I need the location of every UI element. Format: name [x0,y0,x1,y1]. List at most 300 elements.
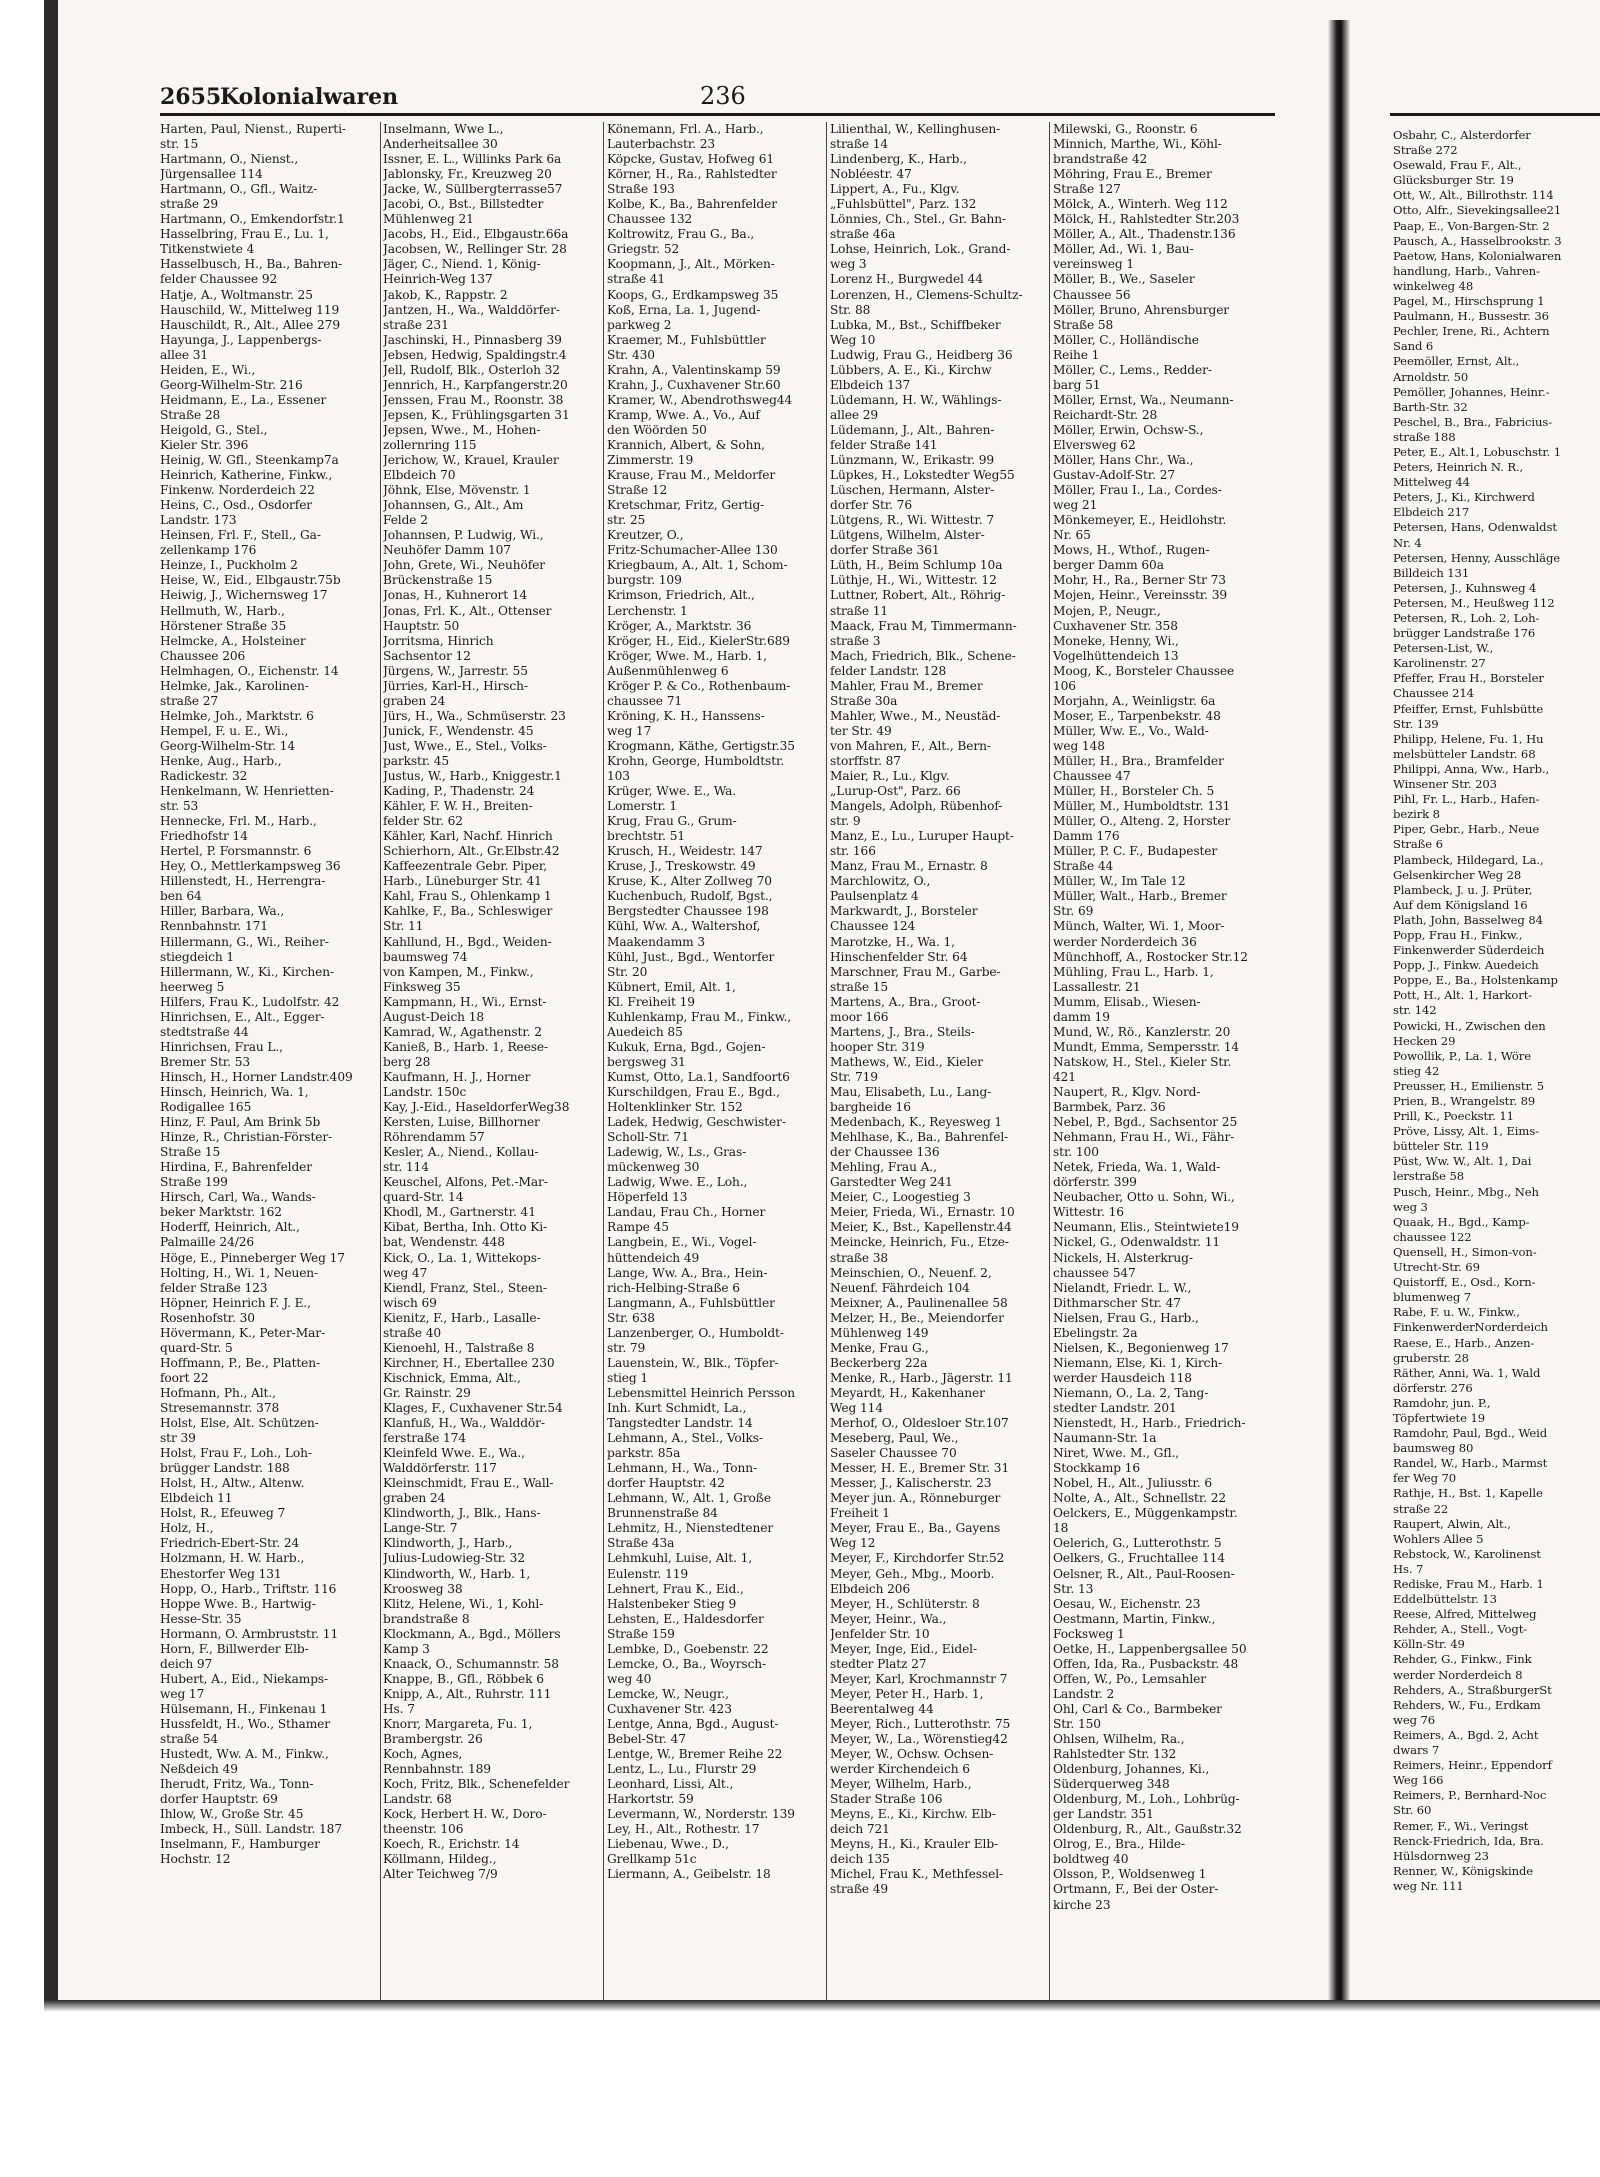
directory-line: Hasselbusch, H., Ba., Bahren- [160,257,343,272]
directory-line: handlung, Harb., Vahren- [1393,263,1540,278]
directory-line: Vogelhüttendeich 13 [1053,648,1179,663]
directory-line: Hennecke, Frl. M., Harb., [160,814,317,829]
directory-line: Jürgens, W., Jarrestr. 55 [383,663,528,678]
directory-line: Remer, F., Wi., Veringst [1393,1818,1529,1833]
directory-line: Arnoldstr. 50 [1393,369,1469,384]
directory-line: Ott, W., Alt., Billrothstr. 114 [1393,188,1554,203]
directory-line: Quistorff, E., Osd., Korn- [1393,1275,1536,1290]
directory-line: Elbdeich 137 [830,377,911,392]
center-page-number: 236 [700,82,746,110]
directory-line: Höpner, Heinrich F. J. E., [160,1295,311,1310]
directory-line: Gr. Rainstr. 29 [383,1385,471,1400]
directory-line: Knorr, Margareta, Fu. 1, [383,1716,533,1731]
directory-line: Rehders, A., StraßburgerSt [1393,1682,1552,1697]
directory-line: Holst, Frau F., Loh., Loh- [160,1446,312,1461]
directory-line: Heigold, G., Stel., [160,422,268,437]
directory-line: Anderheitsallee 30 [383,137,498,152]
directory-line: Krohn, George, Humboldtstr. [607,753,785,768]
directory-line: Jebsen, Hedwig, Spaldingstr.4 [383,347,567,362]
directory-line: Just, Wwe., E., Stel., Volks- [383,738,547,753]
directory-line: Popp, Frau H., Finkw., [1393,927,1523,942]
directory-line: allee 31 [160,347,209,362]
directory-line: Hillermann, W., Ki., Kirchen- [160,964,335,979]
directory-line: Landstr. 2 [1053,1686,1115,1701]
directory-line: Peters, J., Ki., Kirchwerd [1393,490,1535,505]
directory-line: Finkenw. Norderdeich 22 [160,483,315,498]
directory-line: Müller, H., Bra., Bramfelder [1053,753,1224,768]
directory-line: Rehder, G., Finkw., Fink [1393,1652,1532,1667]
directory-line: Str. 13 [1053,1581,1094,1596]
directory-line: Rediske, Frau M., Harb. 1 [1393,1577,1544,1591]
directory-line: Koech, R., Erichstr. 14 [383,1837,520,1852]
directory-line: str. 100 [1053,1145,1099,1160]
directory-line: Meincke, Heinrich, Fu., Etze- [830,1235,1009,1250]
directory-line: Reimers, A., Bgd. 2, Acht [1393,1727,1539,1742]
directory-line: Hubert, A., Eid., Niekamps- [160,1671,329,1686]
directory-line: ger Landstr. 351 [1053,1807,1154,1822]
directory-line: Weg 12 [830,1536,876,1551]
directory-line: felder Straße 123 [160,1280,268,1295]
directory-line: Lehnert, Frau K., Eid., [607,1581,744,1596]
directory-line: deich 135 [830,1852,890,1867]
directory-line: Poppe, E., Ba., Holstenkamp [1393,973,1558,988]
directory-line: weg 17 [160,1686,205,1701]
directory-line: Niret, Wwe. M., Gfl., [1053,1446,1180,1461]
directory-line: Kl. Freiheit 19 [607,994,695,1009]
directory-line: Niemann, Else, Ki. 1, Kirch- [1053,1355,1223,1370]
directory-line: Beckerberg 22a [830,1355,928,1370]
directory-line: Lüthje, H., Wi., Wittestr. 12 [830,573,997,588]
directory-line: Meyer, Wilhelm, Harb., [830,1777,972,1792]
directory-line: Markwardt, J., Borsteler [830,904,978,919]
directory-line: Mach, Friedrich, Blk., Schene- [830,648,1016,663]
page-number: 2655 [160,84,222,110]
directory-line: Hirdina, F., Bahrenfelder [160,1160,313,1175]
directory-line: straße 11 [830,603,889,618]
directory-line: dorfer Hauptstr. 69 [160,1792,278,1807]
directory-line: Kieler Str. 396 [160,437,249,452]
directory-line: Kienitz, F., Harb., Lasalle- [383,1310,541,1325]
directory-line: deich 97 [160,1656,213,1671]
directory-line: Rebstock, W., Karolinenst [1393,1546,1541,1561]
directory-line: Straße 193 [607,182,675,197]
directory-line: Minnich, Marthe, Wi., Köhl- [1053,137,1222,152]
directory-line: Heiwig, J., Wichernsweg 17 [160,588,328,603]
directory-line: felder Landstr. 128 [830,663,947,678]
directory-line: der Chaussee 136 [830,1145,940,1160]
directory-line: Palmaille 24/26 [160,1235,255,1250]
directory-line: felder Straße 141 [830,437,938,452]
directory-line: Dithmarscher Str. 47 [1053,1295,1181,1310]
directory-line: Kahllund, H., Bgd., Weiden- [383,934,552,949]
directory-line: gruberstr. 28 [1393,1350,1469,1365]
directory-line: dwars 7 [1393,1743,1440,1758]
directory-line: Koch, Fritz, Blk., Schenefelder [383,1777,570,1792]
directory-line: Peter, E., Alt.1, Lobuschstr. 1 [1393,444,1561,459]
directory-line: Straße 15 [160,1145,221,1160]
directory-line: Jonas, H., Kuhnerort 14 [383,588,528,603]
directory-line: Klockmann, A., Bgd., Möllers [383,1626,561,1641]
directory-line: bat, Wendenstr. 448 [383,1235,505,1250]
directory-line: Str. 150 [1053,1716,1101,1731]
directory-line: Hellmuth, W., Harb., [160,603,285,618]
directory-line: Lütgens, R., Wi. Wittestr. 7 [830,513,995,528]
directory-line: Petersen, R., Loh. 2, Loh- [1393,611,1540,625]
directory-line: Ladewig, W., Ls., Gras- [607,1145,747,1160]
directory-line: Hinze, R., Christian-Förster- [160,1130,333,1145]
directory-line: Holst, R., Efeuweg 7 [160,1506,286,1521]
directory-line: Helmhagen, O., Eichenstr. 14 [160,663,339,678]
directory-line: Reese, Alfred, Mittelweg [1393,1607,1537,1622]
directory-line: Kleinschmidt, Frau E., Wall- [383,1476,554,1491]
directory-line: Oldenburg, R., Alt., Gaußstr.32 [1053,1822,1242,1837]
directory-line: Inselmann, Wwe L., [383,122,504,136]
directory-line: Lippert, A., Fu., Klgv. [830,182,960,197]
directory-line: Lübbers, A. E., Ki., Kirchw [830,362,992,377]
directory-line: Kirchner, H., Ebertallee 230 [383,1355,555,1370]
directory-line: Hülsemann, H., Finkenau 1 [160,1701,328,1716]
directory-line: Kading, P., Thadenstr. 24 [383,784,535,799]
directory-line: Moneke, Henny, Wi., [1053,633,1179,648]
directory-line: Mangels, Adolph, Rübenhof- [830,799,1003,814]
directory-line: Str. 139 [1393,716,1439,731]
directory-line: Holst, H., Altw., Altenw. [160,1476,305,1491]
directory-line: Jepsen, K., Frühlingsgarten 31 [383,407,570,422]
directory-line: Finkenwerder Süderdeich [1393,943,1545,958]
directory-line: Hustedt, Ww. A. M., Finkw., [160,1747,329,1762]
directory-line: Meinschien, O., Neuenf. 2, [830,1265,992,1280]
directory-line: Quensell, H., Simon-von- [1393,1244,1537,1259]
directory-line: Pott, H., Alt. 1, Harkort- [1393,988,1533,1003]
directory-line: Horn, F., Billwerder Elb- [160,1641,309,1656]
directory-line: Griegstr. 52 [607,242,680,257]
directory-line: Oestmann, Martin, Finkw., [1053,1611,1216,1626]
directory-line: Oelckers, E., Müggenkampstr. [1053,1506,1238,1521]
directory-line: Mühlenweg 149 [830,1325,929,1340]
directory-line: Kröger, Wwe. M., Harb. 1, [607,648,767,663]
directory-line: Lohse, Heinrich, Lok., Grand- [830,242,1011,257]
directory-line: Jenssen, Frau M., Roonstr. 38 [383,392,564,407]
directory-line: hüttendeich 49 [607,1250,700,1265]
directory-line: graben 24 [383,693,446,708]
directory-line: Jantzen, H., Wa., Walddörfer- [383,302,560,317]
directory-line: Kaffeezentrale Gebr. Piper, [383,859,548,874]
directory-line: felder Chaussee 92 [160,272,278,287]
directory-line: Räther, Anni, Wa. 1, Wald [1393,1365,1541,1380]
directory-line: Raupert, Alwin, Alt., [1393,1516,1511,1531]
directory-line: Str. 69 [1053,904,1094,919]
directory-line: Pfeiffer, Ernst, Fuhlsbütte [1393,701,1544,716]
directory-line: zellenkamp 176 [160,543,257,558]
directory-line: Koß, Erna, La. 1, Jugend- [607,302,761,317]
directory-line: Kröger, A., Marktstr. 36 [607,618,752,633]
directory-line: Friedrich-Ebert-Str. 24 [160,1536,300,1551]
directory-line: Meier, C., Loogestieg 3 [830,1190,971,1205]
directory-line: Hochstr. 12 [160,1852,231,1867]
directory-line: Lindenberg, K., Harb., [830,152,967,167]
directory-line: Nebel, P., Bgd., Sachsentor 25 [1053,1115,1238,1130]
directory-line: Barmbek, Parz. 36 [1053,1100,1166,1115]
directory-line: Nr. 65 [1053,528,1091,543]
directory-line: Hatje, A., Woltmanstr. 25 [160,287,313,302]
directory-line: Mehlhase, K., Ba., Bahrenfel- [830,1130,1009,1145]
directory-column-1 [160,122,378,1867]
directory-line: Jürries, Karl-H., Hirsch- [383,678,528,693]
directory-line: bargheide 16 [830,1100,911,1115]
directory-line: Ihlow, W., Große Str. 45 [160,1807,304,1822]
directory-line: Hauschildt, R., Alt., Allee 279 [160,317,340,332]
directory-line: Nr. 4 [1393,535,1422,550]
directory-line: Meyer, Inge, Eid., Eidel- [830,1641,977,1656]
directory-line: Jacke, W., Süllbergterrasse57 [383,182,563,197]
directory-line: Jennrich, H., Karpfangerstr.20 [383,377,568,392]
directory-line: Kukuk, Erna, Bgd., Gojen- [607,1039,766,1054]
directory-line: Möller, Frau I., La., Cordes- [1053,483,1222,498]
directory-line: weg 3 [1393,1199,1428,1214]
directory-line: straße 15 [830,979,889,994]
directory-line: Prill, K., Poeckstr. 11 [1393,1109,1514,1124]
directory-line: mückenweg 30 [607,1160,700,1175]
directory-line: Heinsen, Frl. F., Stell., Ga- [160,528,321,543]
directory-line: Ehestorfer Weg 131 [160,1566,282,1581]
directory-line: Sand 6 [1393,339,1434,354]
directory-line: Hillenstedt, H., Herrengra- [160,874,326,889]
directory-line: Nielsen, K., Begonienweg 17 [1053,1340,1229,1355]
directory-line: parkstr. 45 [383,753,450,768]
directory-line: Straße 28 [160,407,221,422]
directory-line: Lassallestr. 21 [1053,979,1141,994]
directory-line: Hey, O., Mettlerkampsweg 36 [160,859,341,874]
directory-line: Julius-Ludowieg-Str. 32 [383,1551,525,1566]
directory-line: Oelsner, R., Alt., Paul-Roosen- [1053,1566,1235,1581]
directory-line: berger Damm 60a [1053,558,1164,573]
directory-line: Powollik, P., La. 1, Wöre [1393,1048,1531,1063]
directory-line: Lüth, H., Beim Schlump 10a [830,558,1003,573]
directory-line: Paap, E., Von-Bargen-Str. 2 [1393,218,1550,233]
directory-line: Müller, O., Alteng. 2, Horster [1053,814,1231,829]
directory-line: straße 27 [160,693,219,708]
directory-line: Straße 30a [830,693,898,708]
directory-line: straße 231 [383,317,449,332]
directory-line: Meyer, Rich., Lutterothstr. 75 [830,1716,1011,1731]
directory-line: Nickels, H. Alsterkrug- [1053,1250,1193,1265]
directory-line: Landstr. 150c [383,1085,467,1099]
directory-line: Maack, Frau M, Timmermann- [830,618,1017,633]
directory-line: Jakob, K., Rappstr. 2 [383,287,508,302]
directory-line: Außenmühlenweg 6 [607,663,729,678]
directory-line: Petersen, J., Kuhnsweg 4 [1393,580,1537,595]
directory-line: Kersten, Luise, Billhorner [383,1115,540,1130]
directory-line: Lomerstr. 1 [607,799,678,814]
directory-line: Holst, Else, Alt. Schützen- [160,1416,319,1431]
directory-line: Medenbach, K., Reyesweg 1 [830,1115,1003,1130]
directory-line: dorfer Straße 361 [830,543,940,558]
directory-line: Ludwig, Frau G., Heidberg 36 [830,347,1013,362]
directory-line: Finksweg 35 [383,979,461,994]
directory-line: Hartmann, O., Nienst., [160,152,299,167]
directory-line: Jenfelder Str. 10 [830,1626,930,1641]
directory-line: Elbdeich 217 [1393,505,1470,520]
directory-line: Hirsch, Carl, Wa., Wands- [160,1190,316,1205]
column-divider [380,122,381,2002]
directory-line: Klages, F., Cuxhavener Str.54 [383,1400,563,1415]
directory-line: Lilienthal, W., Kellinghusen- [830,122,1001,136]
directory-line: Neßdeich 49 [160,1762,238,1777]
directory-line: bütteler Str. 119 [1393,1139,1489,1154]
directory-line: Netek, Frieda, Wa. 1, Wald- [1053,1160,1221,1175]
directory-line: Kretschmar, Fritz, Gertig- [607,498,765,513]
directory-line: Hempel, F. u. E., Wi., [160,723,289,738]
directory-line: Mows, H., Wthof., Rugen- [1053,543,1210,558]
directory-line: Heinze, I., Puckholm 2 [160,558,298,573]
directory-line: Petersen, Hans, Odenwaldst [1393,520,1557,535]
directory-line: Rodigallee 165 [160,1100,252,1115]
directory-line: Bremer Str. 53 [160,1054,251,1069]
directory-line: Neubacher, Otto u. Sohn, Wi., [1053,1190,1235,1205]
directory-line: Paulmann, H., Bussestr. 36 [1393,309,1549,324]
directory-line: Eulenstr. 119 [607,1566,689,1581]
directory-line: Hecken 29 [1393,1033,1456,1048]
directory-line: felder Str. 62 [383,814,463,829]
directory-line: Töpfertwiete 19 [1393,1410,1485,1425]
directory-line: Str. 638 [607,1310,655,1325]
directory-line: vereinsweg 1 [1053,257,1135,272]
directory-line: Reihe 1 [1053,347,1100,362]
directory-line: str. 79 [607,1340,646,1355]
directory-line: Oelerich, G., Lutterothstr. 5 [1053,1536,1222,1551]
directory-line: Kaufmann, H. J., Horner [383,1069,531,1084]
section-title: Kolonialwaren [220,84,399,110]
directory-line: FinkenwerderNorderdeich [1393,1320,1548,1335]
directory-line: Heise, W., Eid., Elbgaustr.75b [160,573,341,588]
column-divider [603,122,604,2002]
directory-line: Könemann, Frl. A., Harb., [607,122,764,136]
directory-line: Neumann, Elis., Steintwiete19 [1053,1220,1239,1235]
directory-line: Lehmann, W., Alt. 1, Große [607,1491,771,1506]
directory-line: ben 64 [160,889,202,904]
directory-line: foort 22 [160,1370,209,1385]
directory-line: Krogmann, Käthe, Gertigstr.35 [607,738,795,753]
directory-line: Chaussee 47 [1053,769,1131,784]
directory-line: Lehmann, A., Stel., Volks- [607,1431,763,1446]
directory-line: Lange-Str. 7 [383,1521,458,1536]
directory-line: Str. 11 [383,919,424,934]
directory-line: Mumm, Elisab., Wiesen- [1053,994,1201,1009]
directory-line: brügger Landstr. 188 [160,1461,290,1476]
directory-line: Klindworth, J., Blk., Hans- [383,1506,541,1521]
directory-line: Peemöller, Ernst, Alt., [1393,354,1520,369]
directory-line: Kurschildgen, Frau E., Bgd., [607,1085,780,1099]
directory-line: Str. 60 [1393,1803,1432,1818]
directory-line: Körner, H., Ra., Rahlstedter [607,167,777,182]
directory-line: weg Nr. 111 [1393,1878,1464,1893]
directory-line: Menke, Frau G., [830,1340,929,1355]
directory-line: Glücksburger Str. 19 [1393,173,1514,188]
directory-line: Landstr. 173 [160,513,237,528]
directory-line: Knappe, B., Gfl., Röbbek 6 [383,1671,544,1686]
directory-line: Messer, H. E., Bremer Str. 31 [830,1461,1010,1476]
directory-line: Meyer, W., La., Wörenstieg42 [830,1732,1008,1747]
directory-line: Möller, C., Lems., Redder- [1053,362,1212,377]
directory-line: Henke, Aug., Harb., [160,753,282,768]
directory-line: Rehders, W., Fu., Erdkam [1393,1697,1541,1712]
directory-line: Mehling, Frau A., [830,1160,937,1175]
directory-line: Helmke, Joh., Marktstr. 6 [160,708,314,723]
directory-line: „Lurup-Ost", Parz. 66 [830,784,961,799]
directory-line: dorfer Str. 76 [830,498,912,513]
directory-line: Kischnick, Emma, Alt., [383,1370,521,1385]
directory-line: Straße 44 [1053,859,1114,874]
directory-line: Plambeck, Hildegard, La., [1393,852,1544,867]
directory-line: Kiendl, Franz, Stel., Steen- [383,1280,547,1295]
directory-line: Wohlers Allee 5 [1393,1531,1484,1546]
directory-line: Lütgens, Wilhelm, Alster- [830,528,985,543]
directory-line: Mölck, A., Winterh. Weg 112 [1053,197,1228,212]
directory-line: Schierhorn, Alt., Gr.Elbstr.42 [383,844,560,859]
directory-line: Hs. 7 [1393,1561,1424,1576]
directory-line: Krahn, A., Valentinskamp 59 [607,362,781,377]
directory-line: Felde 2 [383,513,428,528]
directory-line: Mund, W., Rö., Kanzlerstr. 20 [1053,1024,1231,1039]
directory-line: Krusch, H., Weidestr. 147 [607,844,763,859]
directory-line: Kriegbaum, A., Alt. 1, Schom- [607,558,788,573]
directory-line: Elbdeich 70 [383,468,456,483]
directory-line: Hülsdornweg 23 [1393,1848,1489,1863]
directory-line: Nienstedt, H., Harb., Friedrich- [1053,1416,1246,1431]
directory-line: str. 114 [383,1160,429,1175]
directory-line: Kibat, Bertha, Inh. Otto Ki- [383,1220,548,1235]
directory-line: Müller, M., Humboldtstr. 131 [1053,799,1231,814]
directory-line: Hormann, O. Armbruststr. 11 [160,1626,339,1641]
directory-line: Mahler, Frau M., Bremer [830,678,983,693]
directory-line: Offen, Ida, Ra., Pusbackstr. 48 [1053,1656,1239,1671]
directory-line: Möller, B., We., Saseler [1053,272,1195,287]
directory-line: weg 47 [383,1265,428,1280]
directory-line: Möller, Hans Chr., Wa., [1053,453,1194,468]
directory-line: Imbeck, H., Süll. Landstr. 187 [160,1822,342,1837]
directory-line: Morjahn, A., Weinligstr. 6a [1053,693,1216,708]
directory-line: Chaussee 206 [160,648,246,663]
directory-line: parkstr. 85a [607,1446,681,1461]
directory-line: August-Deich 18 [383,1009,485,1024]
directory-line: Oetke, H., Lappenbergsallee 50 [1053,1641,1247,1656]
directory-line: straße 14 [830,137,889,152]
directory-line: chaussee 71 [607,693,683,708]
directory-line: Jerichow, W., Krauel, Krauler [383,453,559,468]
directory-line: Meyns, H., Ki., Krauler Elb- [830,1837,999,1852]
directory-line: Meyer, Heinr., Wa., [830,1611,947,1626]
directory-line: Mittelweg 44 [1393,475,1470,490]
directory-line: Oldenburg, M., Loh., Lohbrüg- [1053,1792,1240,1807]
directory-line: Lebensmittel Heinrich Persson [607,1385,796,1400]
book-gutter [1328,20,1350,2010]
directory-line: Cuxhavener Str. 423 [607,1701,732,1716]
directory-line: Jacobi, O., Bst., Billstedter [383,197,544,212]
directory-line: Hinsch, Heinrich, Wa. 1, [160,1085,309,1099]
directory-line: Meyer, F., Kirchdorfer Str.52 [830,1551,1005,1566]
directory-line: beker Marktstr. 162 [160,1205,282,1220]
directory-line: Lehmitz, H., Nienstedtener [607,1521,774,1536]
directory-line: Heinrich, Katherine, Finkw., [160,468,333,483]
directory-line: Kühl, Ww. A., Waltershof, [607,919,761,934]
directory-line: Focksweg 1 [1053,1626,1125,1641]
directory-line: Petersen, Henny, Ausschläge [1393,550,1561,565]
directory-line: str. 166 [830,844,876,859]
directory-line: Olsson, P., Woldsenweg 1 [1053,1867,1207,1882]
directory-line: Georg-Wilhelm-Str. 216 [160,377,303,392]
page-edge [44,2000,1600,2012]
directory-line: Hartmann, O., Emkendorfstr.1 [160,212,345,227]
